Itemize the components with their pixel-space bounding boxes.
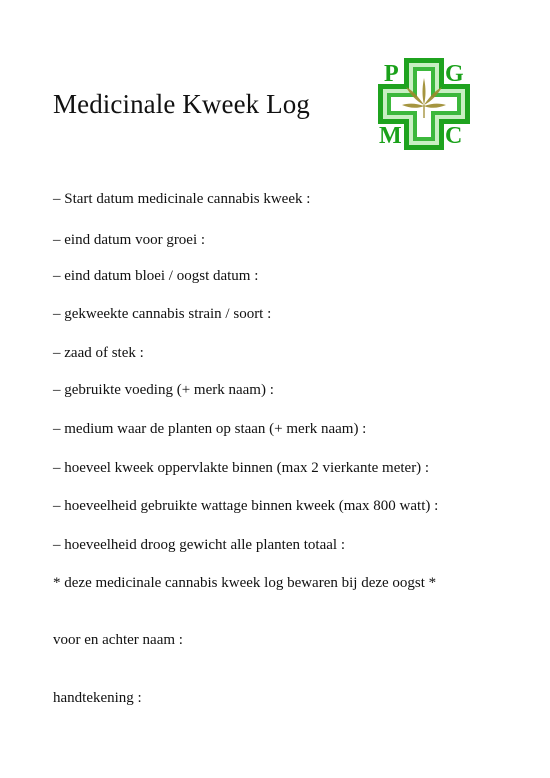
field-start-date: – Start datum medicinale cannabis kweek :: [53, 191, 311, 207]
field-strain: – gekweekte cannabis strain / soort :: [53, 306, 272, 322]
storage-note: * deze medicinale cannabis kweek log bewaren bij deze oogst *: [53, 575, 437, 591]
name-label: voor en achter naam :: [53, 632, 183, 648]
field-medium: – medium waar de planten op staan (+ merk naam) :: [53, 421, 367, 437]
field-grow-area: – hoeveel kweek oppervlakte binnen (max 2 vierkante meter) :: [53, 460, 430, 476]
field-seed-or-clone: – zaad of stek :: [53, 345, 144, 361]
logo-letter-p: P: [384, 61, 399, 87]
field-nutrients: – gebruikte voeding (+ merk naam) :: [53, 382, 274, 398]
page-title: Medicinale Kweek Log: [53, 89, 310, 119]
field-wattage: – hoeveelheid gebruikte wattage binnen kweek (max 800 watt) :: [53, 498, 439, 514]
logo-letter-g: G: [445, 61, 464, 87]
field-dry-weight: – hoeveelheid droog gewicht alle planten totaal :: [53, 537, 345, 553]
logo-letter-m: M: [379, 123, 402, 149]
pgmc-logo: [378, 58, 470, 150]
field-harvest-date: – eind datum bloei / oogst datum :: [53, 268, 259, 284]
field-growth-end-date: – eind datum voor groei :: [53, 232, 206, 248]
logo-letter-c: C: [445, 123, 463, 149]
signature-label: handtekening :: [53, 690, 142, 706]
